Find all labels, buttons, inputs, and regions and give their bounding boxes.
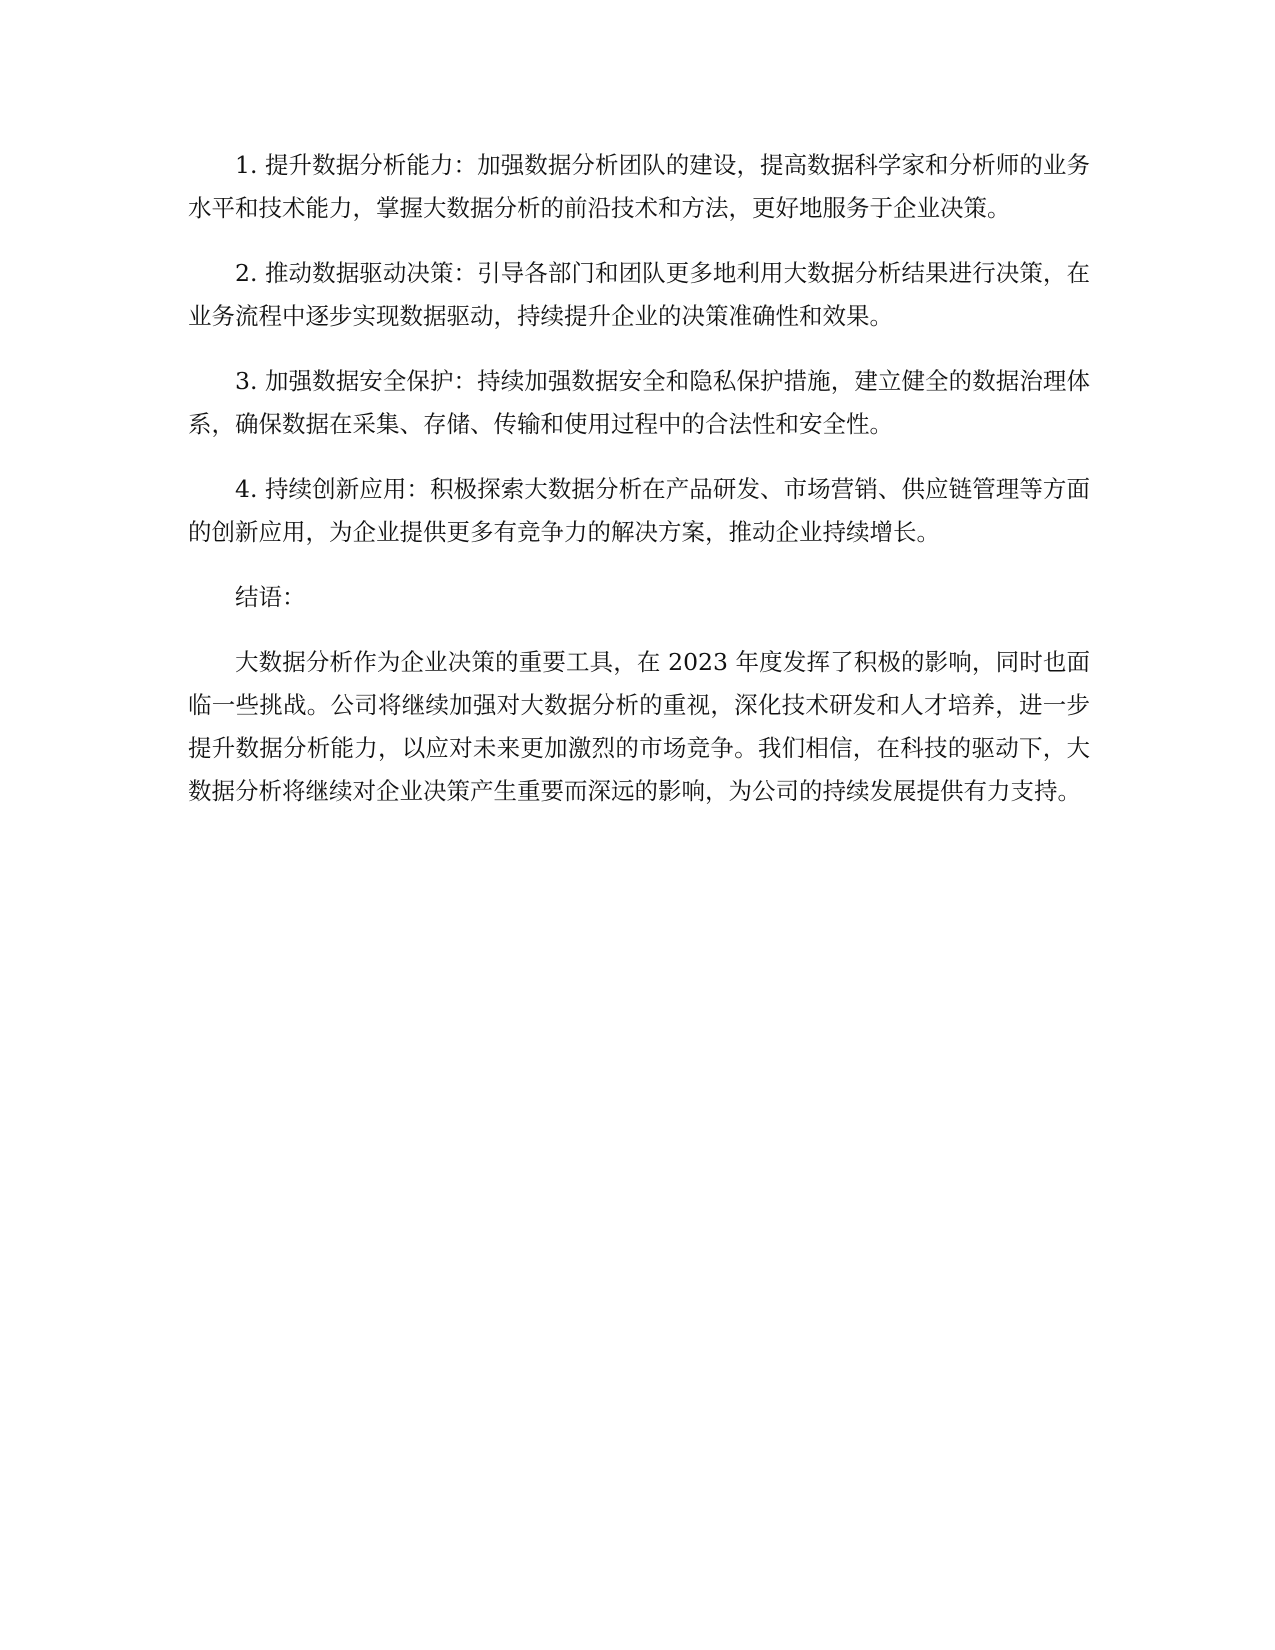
- document-body: [188, 144, 1090, 835]
- conclusion-heading: 结语：: [235, 583, 306, 611]
- conclusion-paragraph: 大数据分析作为企业决策的重要工具，在 2023 年度发挥了积极的影响，同时也面临一些挑战。公司将继续加强对大数据分析的重视，深化技术研发和人才培养，进一步提升数据分析能力，以应对未来更加激烈的市场竞争。我们相信，在科技的驱动下，大数据分析将继续对企业决策产生重要而深远的影响，为公司的持续发展提供有力支持。: [188, 648, 1090, 805]
- list-item-data-security: 3. 加强数据安全保护：持续加强数据安全和隐私保护措施，建立健全的数据治理体系，确保数据在采集、存储、传输和使用过程中的合法性和安全性。: [188, 367, 1090, 438]
- list-item-data-analysis-capability: 1. 提升数据分析能力：加强数据分析团队的建设，提高数据科学家和分析师的业务水平和技术能力，掌握大数据分析的前沿技术和方法，更好地服务于企业决策。: [188, 151, 1090, 222]
- list-item-data-driven-decisions: 2. 推动数据驱动决策：引导各部门和团队更多地利用大数据分析结果进行决策，在业务流程中逐步实现数据驱动，持续提升企业的决策准确性和效果。: [188, 259, 1090, 330]
- list-item-innovation: 4. 持续创新应用：积极探索大数据分析在产品研发、市场营销、供应链管理等方面的创新应用，为企业提供更多有竞争力的解决方案，推动企业持续增长。: [188, 475, 1090, 546]
